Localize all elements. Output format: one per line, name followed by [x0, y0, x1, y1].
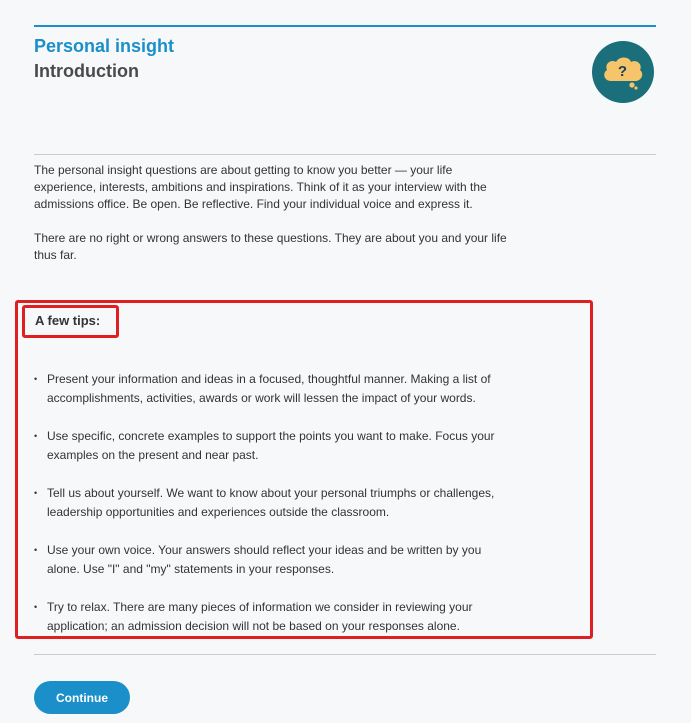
tip-item: • Use specific, concrete examples to support the points you want to make. Focus your examples on the present and near past.: [34, 427, 504, 465]
intro-text: [34, 162, 514, 281]
continue-button[interactable]: Continue: [34, 681, 130, 714]
svg-text:?: ?: [617, 63, 628, 80]
header-top-rule: [34, 25, 656, 27]
tip-item: • Tell us about yourself. We want to know about your personal triumphs or challenges, leadership opportunities and experiences outside the classroom.: [34, 484, 504, 522]
tip-item: • Present your information and ideas in a focused, thoughtful manner. Making a list of accomplishments, activities, awards or work will lessen the impact of your words.: [34, 370, 504, 408]
tip-item: • Use your own voice. Your answers should reflect your ideas and be written by you alone. Use "I" and "my" statements in your responses.: [34, 541, 504, 579]
tip-item: • Try to relax. There are many pieces of information we consider in reviewing your application; an admission decision will not be based on your responses alone.: [34, 598, 504, 636]
tips-list: [34, 370, 504, 655]
page-title: Introduction: [34, 61, 139, 81]
question-bubble-icon: [592, 41, 654, 103]
footer-divider: [34, 654, 656, 655]
intro-paragraph: There are no right or wrong answers to these questions. They are about you and your life thus far.: [34, 231, 507, 262]
intro-paragraph: The personal insight questions are about getting to know you better — your life experience, interests, ambitions and inspirations. Think of it as your interview with the admissions office. Be open. Be reflective. Find your individual voice and express it.: [34, 163, 487, 211]
tips-heading: A few tips:: [35, 313, 101, 328]
header-divider: [34, 154, 656, 155]
section-kicker: Personal insight: [34, 36, 175, 56]
